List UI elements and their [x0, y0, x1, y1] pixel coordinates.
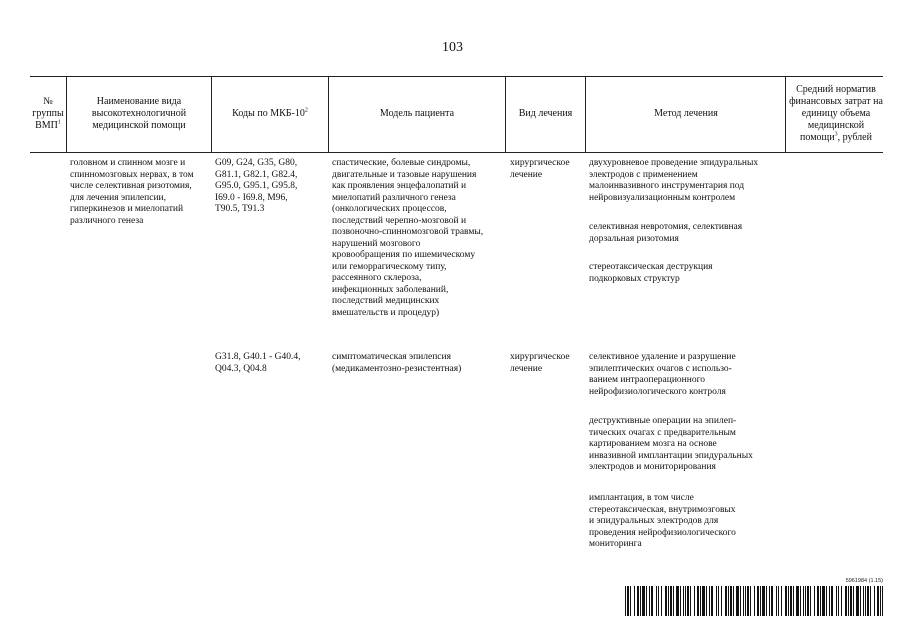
- header-icd-codes: Коды по МКБ-$10^2$: [232, 107, 308, 119]
- barcode-number: 5961984 (1.15): [845, 578, 883, 584]
- header-group-number: № группы ВМП$^1$: [32, 96, 64, 131]
- row-1-treatment-type: хирургическое лечение: [510, 158, 570, 180]
- row-1-icd-codes: G09, G24, G35, G80, G81.1, G82.1, G82.4, G95.0, G95.1, G95.8, I69.0 - I69.8, M96, T90.5, T91.3: [215, 158, 298, 214]
- page-number: 103: [442, 40, 463, 55]
- row-2-method-3: имплантация, в том числе стереотаксическая, внутримозговых и эпидуральных электродов для проведения нейрофизиологического мониторинга: [589, 493, 736, 549]
- row-1-patient-model: спастические, болевые синдромы, двигательные и тазовые нарушения как проявления энцефалопатий и миелопатий различного генеза (онкологических процессов, последствий черепно-мозговой и позвоночно-спинномозговой травмы, нарушений мозгового кровообращения по ишемическому или геморрагическому типу, рассеянного склероза, инфекционных заболеваний, последствий медицинских вмешательств и процедур): [332, 158, 484, 318]
- header-divider: [211, 76, 212, 153]
- header-divider: [585, 76, 586, 153]
- header-patient-model: Модель пациента: [379, 108, 455, 119]
- row-1-vmp-name: головном и спинном мозге и спинномозговых нервах, в том числе селективная ризотомия, для лечения эпилепсии, гиперкинезов и миелопатий различного генеза: [70, 158, 194, 226]
- row-1-method-1: двухуровневое проведение эпидуральных электродов с применением малоинвазивного инструментария под нейровизуализационным контролем: [589, 158, 759, 203]
- row-2-icd-codes: G31.8, G40.1 - G40.4, Q04.3, Q04.8: [215, 352, 301, 374]
- row-1-method-3: стереотаксическая деструкция подкорковых структур: [589, 262, 713, 284]
- header-divider: [328, 76, 329, 153]
- row-1-method-2: селективная невротомия, селективная дорзальная ризотомия: [589, 222, 743, 244]
- header-vmp-name: Наименование вида высокотехнологичной медицинской помощи: [91, 96, 187, 131]
- document-barcode: [625, 578, 883, 618]
- row-2-method-2: деструктивные операции на эпилеп- тических очагах с предварительным картированием мозга на основе инвазивной имплантации эпидуральных электродов и мониторирования: [589, 416, 753, 472]
- row-2-treatment-type: хирургическое лечение: [510, 352, 570, 374]
- row-2-method-1: селективное удаление и разрушение эпилептических очагов с использо- ванием интраоперационного нейрофизиологического контроля: [589, 352, 736, 397]
- header-cost-standard: Средний норматив финансовых затрат на единицу объема медицинской помощи$^3$, рублей: [789, 84, 883, 143]
- header-divider: [66, 76, 67, 153]
- barcode-icon: [625, 586, 883, 616]
- header-top-rule: [30, 76, 883, 77]
- header-bottom-rule: [30, 152, 883, 153]
- header-treatment-method: Метод лечения: [654, 108, 718, 119]
- header-divider: [505, 76, 506, 153]
- row-2-patient-model: симптоматическая эпилепсия (медикаментозно-резистентная): [332, 352, 462, 374]
- header-divider: [785, 76, 786, 153]
- header-treatment-type: Вид лечения: [518, 108, 573, 119]
